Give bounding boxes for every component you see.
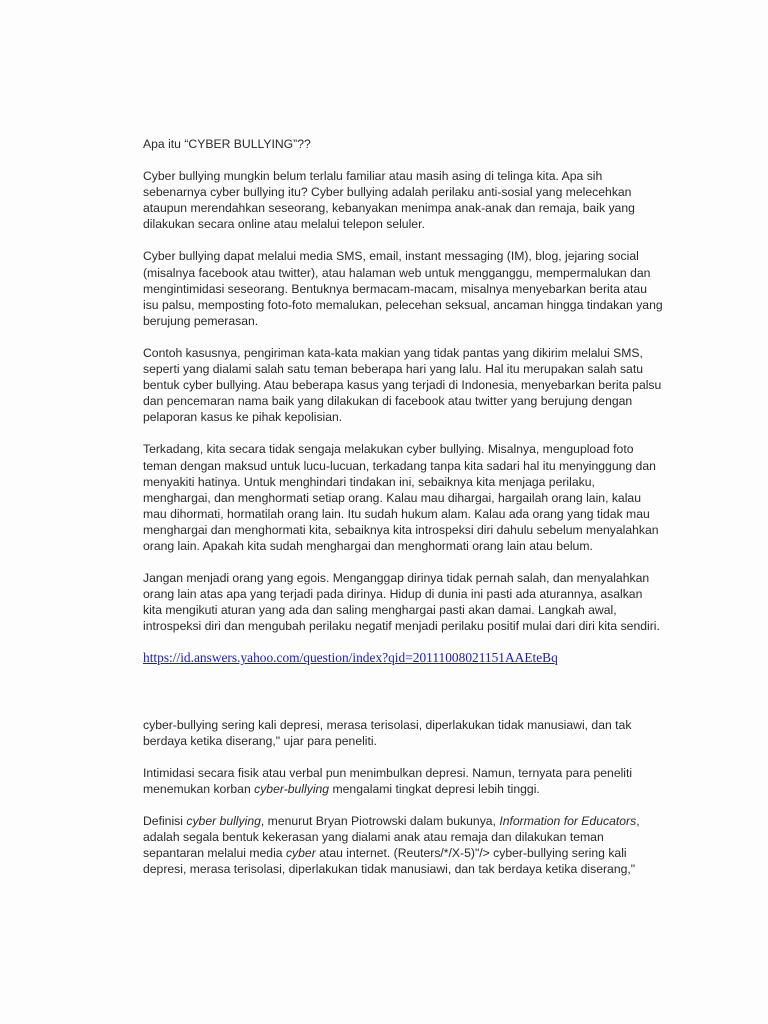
source-link[interactable]: https://id.answers.yahoo.com/question/index?qid=20111008021151AAEteBq: [143, 650, 558, 666]
paragraph: Terkadang, kita secara tidak sengaja melakukan cyber bullying. Misalnya, mengupload foto teman dengan maksud untuk lucu-lucuan, terkadang tanpa kita sadari hal itu menyinggung dan menyakiti hatinya. Untuk menghindari tindakan ini, sebaiknya kita menjaga perilaku, menghargai, dan menghormati setiap orang. Kalau mau dihargai, hargailah orang lain, kalau mau dihormati, hormatilah orang lain. Itu sudah hukum alam. Kalau ada orang yang tidak mau menghargai dan menghormati kita, sebaiknya kita introspeksi diri dahulu sebelum menyalahkan orang lain. Apakah kita sudah menghargai dan menghormati orang lain atau belum.: [143, 442, 659, 553]
text-run: mengalami tingkat depresi lebih tinggi.: [329, 781, 540, 796]
text-run: Definisi: [143, 813, 187, 828]
italic-term: cyber: [285, 846, 316, 861]
italic-term: cyber-bullying: [254, 781, 330, 796]
lower-section: [143, 717, 663, 878]
paragraph: [143, 813, 663, 877]
italic-book-title: Information for Educators: [499, 813, 637, 828]
paragraph: Cyber bullying mungkin belum terlalu familiar atau masih asing di telinga kita. Apa sih sebenarnya cyber bullying itu? Cyber bullying adalah perilaku anti-sosial yang melecehkan ataupun merendahkan seseorang, kebanyakan menimpa anak-anak dan remaja, baik yang dilakukan secara online atau melalui telepon seluler.: [143, 169, 635, 232]
spacer: [143, 667, 663, 717]
document-body: [143, 136, 663, 893]
document-title: Apa itu “CYBER BULLYING”??: [143, 137, 311, 151]
paragraph: cyber-bullying sering kali depresi, merasa terisolasi, diperlakukan tidak manusiawi, dan tak berdaya ketika diserang," ujar para peneliti.: [143, 717, 632, 748]
text-run: , menurut Bryan Piotrowski dalam bukunya,: [260, 813, 500, 828]
text-run: Intimidasi secara fisik atau verbal pun menimbulkan depresi. Namun, ternyata para peneliti menemukan korban: [143, 765, 633, 796]
text-run: , adalah segala bentuk kekerasan yang dialami anak atau remaja dan dilakukan teman sepantaran melalui media: [143, 813, 640, 861]
paragraph: Contoh kasusnya, pengiriman kata-kata makian yang tidak pantas yang dikirim melalui SMS, seperti yang dialami salah satu teman beberapa hari yang lalu. Hal itu merupakan salah satu bentuk cyber bullying. Atau beberapa kasus yang terjadi di Indonesia, menyebarkan berita palsu dan pencemaran nama baik yang dilakukan di facebook atau twitter yang berujung dengan pelaporan kasus ke pihak kepolisian.: [143, 345, 662, 425]
text-run: atau internet. (Reuters/*/X-5)"/> cyber-bullying sering kali depresi, merasa terisolasi, diperlakukan tidak manusiawi, dan tak berdaya ketika diserang,": [143, 846, 636, 877]
source-link-line: [143, 650, 663, 666]
paragraph: [143, 765, 663, 797]
paragraph: Cyber bullying dapat melalui media SMS, email, instant messaging (IM), blog, jejaring social (misalnya facebook atau twitter), atau halaman web untuk mengganggu, mempermalukan dan mengintimidasi seseorang. Bentuknya bermacam-macam, misalnya menyebarkan berita atau isu palsu, memposting foto-foto memalukan, pelecehan seksual, ancaman hingga tindakan yang berujung pemerasan.: [143, 249, 663, 328]
italic-term: cyber bullying: [186, 813, 261, 828]
paragraph: Jangan menjadi orang yang egois. Menganggap dirinya tidak pernah salah, dan menyalahkan orang lain atas apa yang terjadi pada dirinya. Hidup di dunia ini pasti ada aturannya, asalkan kita mengikuti aturan yang ada dan saling menghargai pasti akan damai. Langkah awal, introspeksi diri dan mengubah perilaku negatif menjadi perilaku positif mulai dari diri kita sendiri.: [143, 571, 660, 634]
